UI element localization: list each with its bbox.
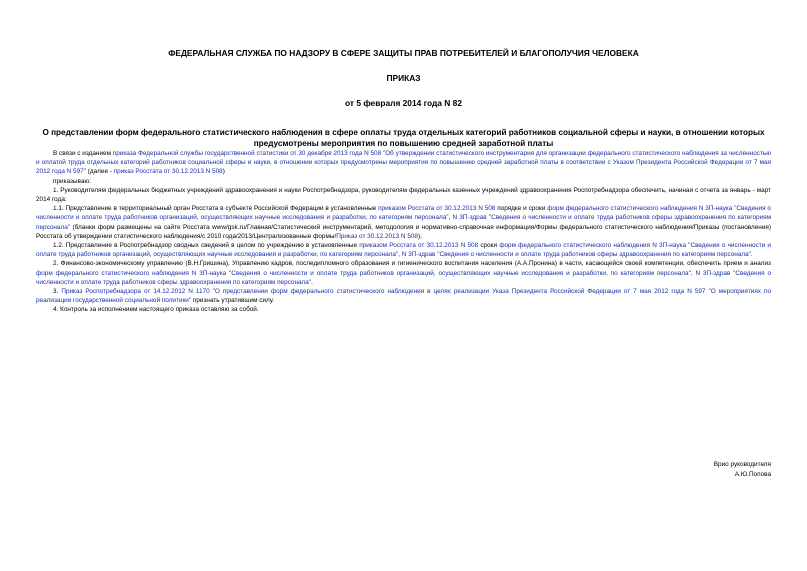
- signature-block: [714, 460, 771, 479]
- link-statistical-forms[interactable]: форм федерального статистического наблюдения N 3П-наука "Сведения о численности и оплате труда работников организаций, осуществляющих научные исследования и разработки, по категориям персонала", N 3П-здрав "Сведения о численности и оплате труда работников сферы здравоохранения по категориям персонала": [36, 242, 771, 259]
- item-1-1-text-4: );: [418, 232, 422, 240]
- signature-role: Врио руководителя: [713, 461, 771, 468]
- item-1-1-text-2: порядке и сроки: [495, 205, 548, 213]
- item-3-text-1: 3.: [53, 288, 62, 296]
- paragraph-item-4: 4. Контроль за исполнением настоящего приказа оставляю за собой.: [53, 306, 259, 314]
- item-1-1-text-3: (бланки форм размещены на сайте Росстата www/gsk.ru/Главная/Статистический инструментарий, методология и нормативно-справочная информация/Формы федерального статистического наблюдения/Приказы (постановления) Росстата об утверждении статистического наблюдения/с 2010 года/2013/Централизованные формы/: [36, 223, 771, 240]
- link-rosstat-order-508[interactable]: приказом Росстата от 30.12.2013 N 508: [359, 242, 479, 250]
- paragraph-item-2: [36, 259, 771, 287]
- link-rospotrebnadzor-order-1170[interactable]: Приказ Роспотребнадзора от 14.12.2012 N 1170 "О представлении форм федерального статистического наблюдения в целях реализации Указа Президента Российской Федерации от 7 мая 2012 года N 597 "О мероприятиях по реализации государственной социальной политики": [36, 288, 771, 305]
- document-type: ПРИКАЗ: [386, 73, 421, 83]
- paragraph-item-1-1: [36, 204, 771, 241]
- agency-title: ФЕДЕРАЛЬНАЯ СЛУЖБА ПО НАДЗОРУ В СФЕРЕ ЗАЩИТЫ ПРАВ ПОТРЕБИТЕЛЕЙ И БЛАГОПОЛУЧИЯ ЧЕЛОВЕКА: [168, 48, 639, 58]
- item-2-text-2: .: [311, 278, 313, 286]
- preamble-text-3: ): [222, 168, 225, 176]
- paragraph-order: приказываю:: [53, 177, 91, 185]
- document-date-number: от 5 февраля 2014 года N 82: [345, 98, 462, 108]
- document-subject: О представлении форм федерального статистического наблюдения в сфере оплаты труда отдельных категорий работников социальной сферы и науки, в отношении которых предусмотрены мероприятия по повышению средней заработной платы: [42, 128, 765, 148]
- link-rosstat-order-508[interactable]: приказом Росстата от 30.12.2013 N 508: [378, 205, 496, 213]
- link-rosstat-order-508-short[interactable]: приказ Росстата от 30.12.2013 N 508: [113, 168, 223, 176]
- item-1-1-text-1: 1.1. Представление в территориальный орган Росстата в субъекте Российской Федерации в установленные: [53, 205, 379, 213]
- item-1-2-text-1: 1.2. Представление в Роспотребнадзор сводных сведений в целом по учреждению в установленные: [53, 242, 360, 250]
- preamble-text-2: (далее -: [85, 168, 114, 176]
- paragraph-preamble: [36, 149, 771, 177]
- signature-name: А.Ю.Попова: [734, 470, 771, 478]
- paragraph-item-1: 1. Руководителям федеральных бюджетных учреждений здравоохранения и науки Роспотребнадзора, руководителям федеральных казенных учреждений здравоохранения Роспотребнадзора обеспечить, начиная с отчета за январь - март 2014 года:: [36, 186, 771, 204]
- link-statistical-forms[interactable]: форм федерального статистического наблюдения N 3П-наука "Сведения о численности и оплате труда работников организаций, осуществляющих научные исследования и разработки, по категориям персонала", N 3П-здрав "Сведения о численности и оплате труда работников сферы здравоохранения по категориям персонала": [36, 269, 771, 286]
- item-1-2-text-3: .: [750, 251, 753, 259]
- paragraph-item-3: [36, 287, 771, 305]
- item-1-2-text-2: сроки: [478, 242, 500, 250]
- link-rosstat-order-508[interactable]: приказа Федеральной службы государственной статистики от 30 декабря 2013 года N 508 "Об утверждении статистического инструментария для организации федерального статистического наблюдения за численностью и оплатой труда отдельных категорий работников социальной сферы и науки, в отношении которых предусмотрены мероприятия по повышению средней заработной платы в соответствии с Указом Президента Российской Федерации от 7 мая 2012 года N 597": [36, 150, 771, 176]
- paragraph-item-1-2: [36, 241, 771, 259]
- item-2-text-1: 2. Финансово-экономическому управлению (В.Н.Гришина), Управлению кадров, последипломного образования и гигиенического воспитания населения (А.А.Пронина) в части, касающейся своей компетенции, обеспечить прием и анализ: [53, 260, 771, 268]
- item-3-text-2: признать утратившим силу.: [191, 297, 275, 305]
- link-statistical-forms[interactable]: форм федерального статистического наблюдения N 3П-наука "Сведения о численности и оплате труда работников организаций, осуществляющих научные исследования и разработки, по категориям персонала", N 3П-здрав "Сведения о численности и оплате труда работников сферы здравоохранения по категориям персонала": [36, 205, 771, 231]
- link-order-508[interactable]: Приказ от 30.12.2013 N 508: [336, 232, 418, 240]
- preamble-text-1: В связи с изданием: [53, 150, 113, 157]
- document-page: [36, 36, 771, 315]
